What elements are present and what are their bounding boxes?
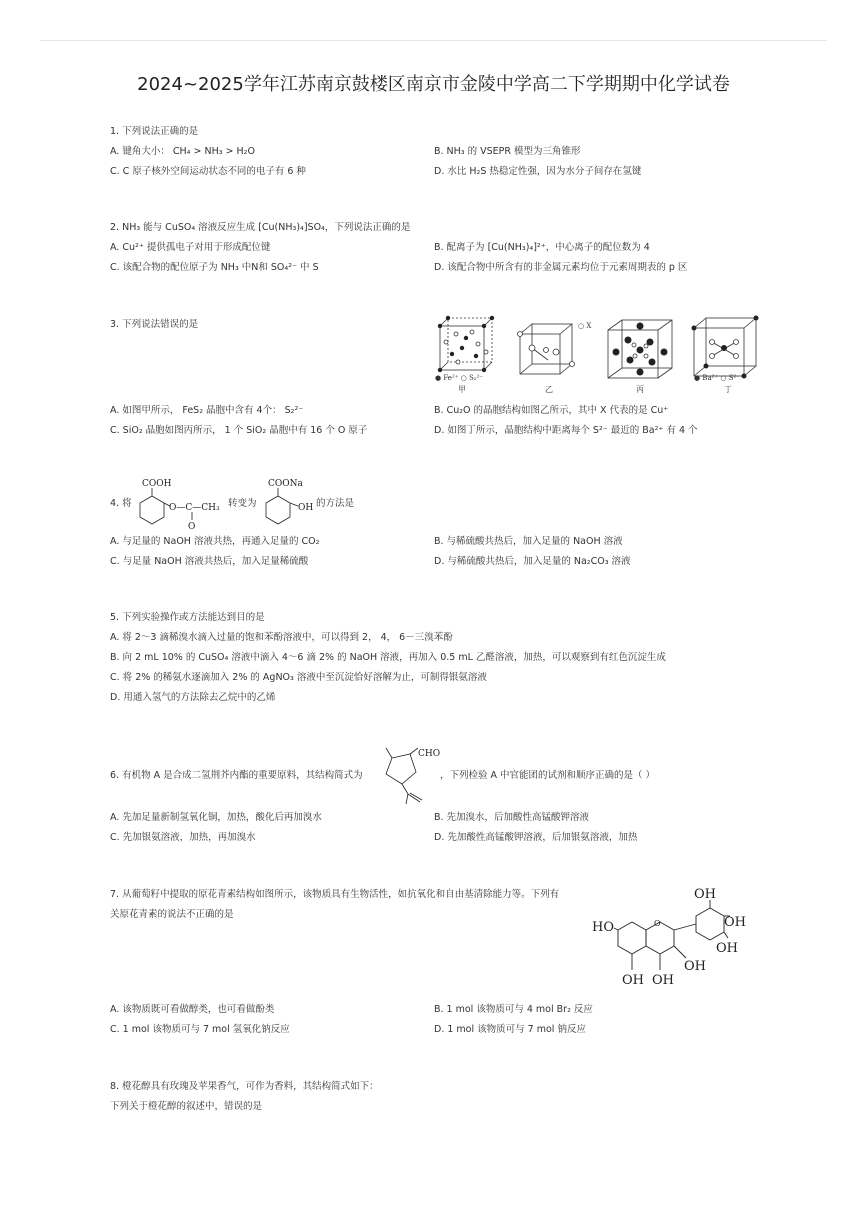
q7-stem-line1: 7. 从葡萄籽中提取的原花青素结构如图所示，该物质具有生物活性，如抗氧化和自由基清除能力等。下列有 (110, 889, 560, 900)
q8-stem-line2: 下列关于橙花醇的叙述中，错误的是 (110, 1101, 263, 1112)
q1-option-d[interactable]: D. 水比 H₂S 热稳定性强，因为水分子间存在氢键 (434, 166, 642, 177)
q1-option-a[interactable]: A. 键角大小： CH₄ > NH₃ > H₂O (110, 146, 255, 157)
label-bing: 丙 (636, 385, 644, 394)
q4-option-b[interactable]: B. 与稀硫酸共热后，加入足量的 NaOH 溶液 (434, 536, 623, 547)
q6-option-b[interactable]: B. 先加溴水，后加酸性高锰酸钾溶液 (434, 812, 590, 823)
q2-option-b[interactable]: B. 配离子为 [Cu(NH₃)₄]²⁺，中心离子的配位数为 4 (434, 242, 650, 253)
q2-option-d[interactable]: D. 该配合物中所含有的非金属元素均位于元素周期表的 p 区 (434, 262, 688, 273)
q5-option-a[interactable]: A. 将 2～3 滴稀溴水滴入过量的饱和苯酚溶液中，可以得到 2， 4， 6－三溴苯酚 (110, 632, 453, 643)
q4-reactant-structure (132, 474, 232, 532)
legend-jia: ● Fe²⁺ ○ S₂²⁻ (435, 374, 484, 382)
q1-stem: 1. 下列说法正确的是 (110, 126, 199, 137)
q4-stem-pre: 4. 将 (110, 498, 132, 509)
q2-option-c[interactable]: C. 该配合物的配位原子为 NH₃ 中N和 SO₄²⁻ 中 S (110, 262, 319, 273)
reactant-cooh: COOH (142, 479, 172, 489)
q5-stem: 5. 下列实验操作或方法能达到目的是 (110, 612, 265, 623)
q7-oh-c-label: OH (652, 973, 674, 988)
product-oh: OH (298, 503, 314, 513)
q3-option-d[interactable]: D. 如图丁所示，晶胞结构中距离每个 S²⁻ 最近的 Ba²⁺ 有 4 个 (434, 425, 698, 436)
q6-option-a[interactable]: A. 先加足量新制氢氧化铜，加热，酸化后再加溴水 (110, 812, 322, 823)
q8-stem-line1: 8. 橙花醇具有玫瑰及苹果香气，可作为香料，其结构简式如下： (110, 1081, 379, 1092)
q5-option-c[interactable]: C. 将 2% 的稀氨水逐滴加入 2% 的 AgNO₃ 溶液中至沉淀恰好溶解为止，可制得银氨溶液 (110, 672, 487, 683)
q5-option-b[interactable]: B. 向 2 mL 10% 的 CuSO₄ 溶液中滴入 4～6 滴 2% 的 NaOH 溶液，再加入 0.5 mL 乙醛溶液，加热，可以观察到有红色沉淀生成 (110, 652, 666, 663)
q3-stem: 3. 下列说法错误的是 (110, 319, 199, 330)
cell-ding (692, 316, 759, 379)
label-jia: 甲 (458, 385, 466, 394)
cell-yi (518, 324, 575, 374)
legend-ding: ● Ba²⁺ ○ S²⁻ (694, 374, 741, 382)
top-divider (40, 40, 827, 41)
q7-oh-b1-label: OH (694, 887, 716, 902)
q7-oh-a-label: OH (622, 973, 644, 988)
q7-ho-label: HO (592, 920, 614, 935)
q7-option-c[interactable]: C. 1 mol 该物质可与 7 mol 氢氧化钠反应 (110, 1024, 290, 1035)
q7-procyanidin-structure (588, 882, 758, 994)
cell-bing (608, 320, 672, 378)
label-ding: 丁 (724, 385, 732, 394)
q4-stem-post: 的方法是 (316, 498, 355, 509)
label-yi: 乙 (545, 385, 553, 394)
reactant-ester-chain: O—C—CH₃ (169, 503, 220, 513)
q5-option-d[interactable]: D. 用通入氢气的方法除去乙烷中的乙烯 (110, 692, 276, 703)
svg-text:O: O (654, 919, 661, 928)
q4-option-a[interactable]: A. 与足量的 NaOH 溶液共热，再通入足量的 CO₂ (110, 536, 320, 547)
q3-option-b[interactable]: B. Cu₂O 的晶胞结构如图乙所示，其中 X 代表的是 Cu⁺ (434, 405, 669, 416)
q2-option-a[interactable]: A. Cu²⁺ 提供孤电子对用于形成配位键 (110, 242, 271, 253)
q7-option-b[interactable]: B. 1 mol 该物质可与 4 mol Br₂ 反应 (434, 1004, 593, 1015)
q7-oh-c2-label: OH (684, 959, 706, 974)
q4-option-c[interactable]: C. 与足量 NaOH 溶液共热后，加入足量稀硫酸 (110, 556, 309, 567)
q3-option-c[interactable]: C. SiO₂ 晶胞如图丙所示， 1 个 SiO₂ 晶胞中有 16 个 O 原子 (110, 425, 368, 436)
q3-option-a[interactable]: A. 如图甲所示， FeS₂ 晶胞中含有 4个： S₂²⁻ (110, 405, 304, 416)
q7-option-d[interactable]: D. 1 mol 该物质可与 7 mol 钠反应 (434, 1024, 586, 1035)
cell-jia (438, 316, 494, 372)
q1-option-b[interactable]: B. NH₃ 的 VSEPR 模型为三角锥形 (434, 146, 581, 157)
q6-structure (372, 744, 442, 806)
page-title: 2024~2025学年江苏南京鼓楼区南京市金陵中学高二下学期期中化学试卷 (137, 74, 730, 95)
q7-option-a[interactable]: A. 该物质既可看做醇类，也可看做酚类 (110, 1004, 275, 1015)
q6-stem-post: ，下列检验 A 中官能团的试剂和顺序正确的是（ ） (440, 770, 656, 781)
reactant-carbonyl-o: O (188, 522, 196, 532)
q6-option-d[interactable]: D. 先加酸性高锰酸钾溶液，后加银氨溶液，加热 (434, 832, 638, 843)
q6-stem-pre: 6. 有机物 A 是合成二氢荆芥内酯的重要原料，其结构简式为 (110, 770, 363, 781)
q4-stem-mid: 转变为 (228, 498, 257, 509)
q7-stem-line2: 关原花青素的说法不正确的是 (110, 909, 234, 920)
q7-oh-b2-label: OH (724, 915, 746, 930)
q1-option-c[interactable]: C. C 原子核外空间运动状态不同的电子有 6 种 (110, 166, 306, 177)
crystal-cells-figure (432, 312, 772, 396)
q4-option-d[interactable]: D. 与稀硫酸共热后，加入足量的 Na₂CO₃ 溶液 (434, 556, 631, 567)
legend-yi: ○ X (578, 322, 592, 330)
product-coona: COONa (268, 479, 303, 489)
q2-stem: 2. NH₃ 能与 CuSO₄ 溶液反应生成 [Cu(NH₃)₄]SO₄，下列说法正确的是 (110, 222, 411, 233)
q6-cho-label: CHO (418, 749, 441, 759)
q7-oh-b3-label: OH (716, 941, 738, 956)
q6-option-c[interactable]: C. 先加银氨溶液，加热，再加溴水 (110, 832, 256, 843)
